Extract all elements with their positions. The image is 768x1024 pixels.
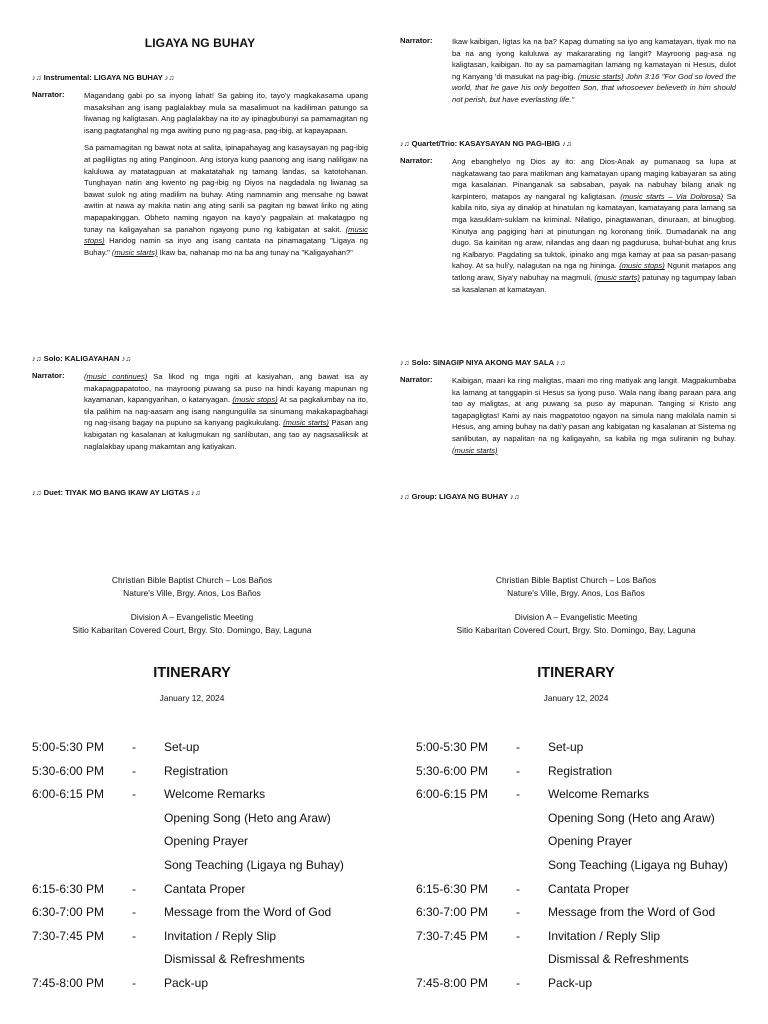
schedule-time: 7:30-7:45 PM <box>416 928 489 943</box>
schedule-row <box>416 811 768 835</box>
music-note-icon: ♪♫ <box>121 354 132 363</box>
music-cue: (music starts) <box>111 247 158 257</box>
schedule-dash: - <box>132 740 136 754</box>
schedule-time: 5:30-6:00 PM <box>416 763 489 778</box>
heading-text: Group: LIGAYA NG BUHAY <box>411 492 508 501</box>
schedule-row <box>416 882 768 906</box>
itinerary-title: ITINERARY <box>153 665 231 681</box>
speaker-label: Narrator: <box>32 90 65 99</box>
schedule-time: 7:30-7:45 PM <box>32 928 105 943</box>
schedule-time: 6:00-6:15 PM <box>416 787 489 802</box>
schedule-row <box>416 976 768 1000</box>
text: Ikaw kaibigan, ligtas ka na ba? Kapag dumating sa iyo ang kamatayan, tiyak mo na ba na ang iyong kaluluwa ay makararating ng langit? Mayroong pag-asa ng kaligtasan, kaibigan. Ito ay sa pamamagitan lamang ng kamatayan ni Hesus, dulot ng Kanyang 'di masukat na pag-ibig. <box>452 37 736 81</box>
church-name: Christian Bible Baptist Church – Los Baños <box>111 575 273 585</box>
speaker-label: Narrator: <box>400 36 433 45</box>
heading-text: Solo: SINAGIP NIYA AKONG MAY SALA <box>411 358 554 367</box>
church-address: Nature's Ville, Brgy. Anos, Los Baños <box>507 588 645 598</box>
music-cue: (music starts) <box>283 418 329 428</box>
schedule-activity: Song Teaching (Ligaya ng Buhay) <box>164 857 344 872</box>
paragraph: Magandang gabi po sa inyong lahat! Sa gabing ito, tayo'y magkakasama upang masaksihan ang isang paglalakbay mula sa masalimuot na kadiliman patungo sa liwanag ng kaligtasan. Ang paglalakbay na ito ay ipinagbubunyi sa pamamagitan ng isang pagtatanghal ng mga awiting puno ng pag-asa, pag-ibig, at kapayapaan. <box>84 91 368 135</box>
schedule-activity: Cantata Proper <box>164 881 246 896</box>
itinerary-date: January 12, 2024 <box>159 693 225 703</box>
schedule-row <box>416 952 768 976</box>
verse-reference: John 3:16 <box>625 71 660 81</box>
speaker-label: Narrator: <box>400 375 433 384</box>
schedule-activity: Registration <box>548 763 613 778</box>
schedule-dash: - <box>516 787 520 802</box>
music-note-icon: ♪♫ <box>562 139 572 148</box>
narrator-block-5 <box>400 375 736 462</box>
narrator-block-3 <box>400 36 736 112</box>
section-heading-solo-kaligayahan <box>32 354 131 363</box>
schedule-dash: - <box>132 881 136 896</box>
schedule-activity: Cantata Proper <box>548 881 630 896</box>
schedule-list <box>416 740 768 1000</box>
schedule-activity: Opening Song (Heto ang Araw) <box>164 810 331 825</box>
paragraph <box>452 156 736 295</box>
schedule-dash: - <box>132 905 136 920</box>
schedule-dash: - <box>132 787 136 802</box>
music-note-icon: ♪♫ <box>555 358 566 367</box>
schedule-dash: - <box>516 763 520 778</box>
music-note-icon: ♪♫ <box>509 492 520 501</box>
schedule-time: 6:15-6:30 PM <box>32 881 105 896</box>
music-note-icon: ♪♫ <box>32 73 42 82</box>
paragraph <box>84 371 368 452</box>
heading-text: Solo: KALIGAYAHAN <box>43 354 120 363</box>
schedule-row <box>32 882 384 906</box>
schedule-time: 5:00-5:30 PM <box>32 740 105 754</box>
script-title: LIGAYA NG BUHAY <box>144 36 256 50</box>
schedule-time: 5:00-5:30 PM <box>416 740 489 754</box>
church-name: Christian Bible Baptist Church – Los Baños <box>495 575 657 585</box>
schedule-time: 5:30-6:00 PM <box>32 763 105 778</box>
schedule-activity: Pack-up <box>164 975 209 990</box>
verse-text: "For God so loved the world, that he gave his only begotten Son, that whosoever believeth in him should not perish, but have everlasting life." <box>452 71 737 104</box>
schedule-activity: Message from the Word of God <box>164 905 332 920</box>
schedule-activity: Message from the Word of God <box>548 905 716 920</box>
church-address: Nature's Ville, Brgy. Anos, Los Baños <box>123 588 261 598</box>
schedule-time: 6:00-6:15 PM <box>32 787 105 802</box>
schedule-activity: Song Teaching (Ligaya ng Buhay) <box>548 857 728 872</box>
heading-text: Duet: TIYAK MO BANG IKAW AY LIGTAS <box>43 488 189 497</box>
schedule-time: 6:30-7:00 PM <box>32 905 105 920</box>
narrator-block-1 <box>32 90 368 264</box>
music-cue: (music starts – Via Dolorosa) <box>620 191 724 201</box>
music-note-icon: ♪♫ <box>400 358 410 367</box>
text: Kaibigan, maari ka ring maligtas, maari mo ring matiyak ang langit. Magpakumbaba ka lamang at tanggapin si Hesus sa iyong puso. Wala nang ibang paraan para ang tao ay maligtas, at ang puwang sa puso ay mapunan. Tanging si Kristo ang tagapagligtas! Kami ay nais magpatotoo ngayon na simula nang makilala namin si Hesus, ang aming buhay na dati'y pasan ang kabigatan ng kasalanan at Sistema ng sanlibutan, ay napalitan na ng kaligayahn, sa kabila ng mga suliranin ng buhay. <box>452 376 736 443</box>
music-note-icon: ♪♫ <box>32 488 42 497</box>
itinerary-date: January 12, 2024 <box>543 693 609 703</box>
schedule-dash: - <box>132 928 136 943</box>
schedule-dash: - <box>516 740 520 754</box>
schedule-row <box>32 976 384 1000</box>
speaker-label: Narrator: <box>400 156 433 165</box>
section-heading-instrumental <box>32 73 174 82</box>
schedule-row <box>32 787 384 811</box>
schedule-activity: Opening Prayer <box>164 834 249 849</box>
schedule-row <box>416 764 768 788</box>
schedule-activity: Set-up <box>548 740 584 754</box>
schedule-dash: - <box>516 905 520 920</box>
schedule-list <box>32 740 384 1000</box>
schedule-dash: - <box>516 928 520 943</box>
schedule-activity: Welcome Remarks <box>164 787 266 802</box>
music-cue: (music continues) <box>84 372 148 381</box>
schedule-activity: Opening Song (Heto ang Araw) <box>548 810 715 825</box>
text: At sa pagkalumbay na ito, tila palihim na nag-aasam ang isang nangungulila sa sinumang makakapagbahagi ng nag-iisang bagay na pupuno sa kanyang pagkukulang. <box>84 395 368 428</box>
text: Ikaw ba, nahanap mo na ba ang tunay na "Kaligayahan?" <box>159 247 353 257</box>
narrator-block-4 <box>400 156 736 301</box>
paragraph <box>452 36 736 106</box>
text: Handog namin sa inyo ang isang cantata na pinamagatang "Ligaya ng Buhay." <box>84 236 368 257</box>
schedule-row <box>416 905 768 929</box>
paragraph <box>452 375 736 456</box>
text: Pasan ang kabigatan ng kasalanan at kalugmukan ng sanlibutan, ang tao ay nagsasaliksik at naglalakbay upang makamtan ang katiyakan. <box>84 418 368 451</box>
schedule-row <box>32 740 384 764</box>
section-heading-group <box>400 492 519 501</box>
venue-label: Sitio Kabaritan Covered Court, Brgy. Sto. Domingo, Bay, Laguna <box>72 625 312 635</box>
speaker-label: Narrator: <box>32 371 65 380</box>
schedule-row <box>32 929 384 953</box>
heading-text: Instrumental: LIGAYA NG BUHAY <box>43 73 163 82</box>
schedule-activity: Pack-up <box>548 975 593 990</box>
schedule-row <box>416 834 768 858</box>
music-note-icon: ♪♫ <box>164 73 175 82</box>
music-cue: (music starts) <box>577 71 624 81</box>
schedule-time: 7:45-8:00 PM <box>32 975 105 990</box>
itinerary-title: ITINERARY <box>537 665 615 681</box>
schedule-activity: Set-up <box>164 740 200 754</box>
schedule-row <box>416 787 768 811</box>
music-note-icon: ♪♫ <box>400 492 410 501</box>
schedule-time: 6:30-7:00 PM <box>416 905 489 920</box>
text: Ngunit matapos ang tatlong araw, Siya'y nabuhay na magmuli, <box>452 261 736 282</box>
heading-text: Quartet/Trio: KASAYSAYAN NG PAG-IBIG <box>411 139 561 148</box>
music-cue: (music stops) <box>619 261 665 271</box>
schedule-activity: Dismissal & Refreshments <box>164 952 305 967</box>
text: Sa pamamagitan ng bawat nota at salita, ipinapahayag ang kasaysayan ng pag-ibig at pagliligtas ng ating Panginoon. Ang istorya kung paanong ang isang naliligaw na kaluluwa ay matatagpuan at makatatahak ng tamang landas, sa katotohanan. Tunghayan natin ang kwento ng pag-ibig ng Diyos na nagdadala ng liwanag sa bawat sulok ng ating madilim na buhay. Ating namnamin ang mensahe ng bawat awitin at nawa ay makita natin ang ating sarili sa pagitan ng bawat liriko ng ating mapapakinggan. Obheto naming ngayon na kayo'y pagpalain at makatagpo ng tunay na kaligayahan sa panahon ngayong puno ng kabigatan at sakit. <box>84 143 368 234</box>
text: Ang ebanghelyo ng Dios ay ito: ang Dios-Anak ay pumanaog sa lupa at nagkatawang tao para matikman ang kamatayan upang maging kabayaran sa ating mga kasalanan. Pinanganak sa sabsaban, payak na nabuhay bilang anak ng karpintero, matapos ay nangaral ng kaligtasan. <box>452 157 736 201</box>
schedule-row <box>32 905 384 929</box>
text: Sa likod ng mga ngiti at kasiyahan, ang bawat isa ay makapagpapatotoo, na mayroong puwang sa puso na hindi kayang mapunan ng kayamanan, kapangyarihan, o katanyagan. <box>84 372 368 405</box>
schedule-row <box>32 858 384 882</box>
schedule-activity: Opening Prayer <box>548 834 633 849</box>
schedule-activity: Invitation / Reply Slip <box>164 928 277 943</box>
itinerary-flyer-right <box>384 574 768 990</box>
section-heading-solo-sinagip <box>400 358 565 367</box>
paragraph <box>84 142 368 258</box>
music-cue: (music stops) <box>232 395 278 405</box>
music-note-icon: ♪♫ <box>32 354 42 363</box>
itinerary-flyer-left <box>0 574 384 990</box>
music-note-icon: ♪♫ <box>191 488 201 497</box>
schedule-time: 7:45-8:00 PM <box>416 975 489 990</box>
text: patunay ng tagumpay laban sa kasalanan at kamatayan. <box>452 272 737 294</box>
schedule-activity: Welcome Remarks <box>548 787 650 802</box>
narrator-block-2 <box>32 371 368 458</box>
division-label: Division A – Evangelistic Meeting <box>514 612 638 622</box>
schedule-row <box>32 764 384 788</box>
schedule-row <box>416 929 768 953</box>
section-heading-duet <box>32 488 201 497</box>
music-cue: (music starts) <box>594 272 640 282</box>
venue-label: Sitio Kabaritan Covered Court, Brgy. Sto. Domingo, Bay, Laguna <box>456 625 696 635</box>
schedule-row <box>416 740 768 764</box>
schedule-activity: Registration <box>164 763 229 778</box>
schedule-dash: - <box>516 975 520 990</box>
schedule-dash: - <box>132 763 136 778</box>
schedule-time: 6:15-6:30 PM <box>416 881 489 896</box>
schedule-dash: - <box>132 975 136 990</box>
schedule-row <box>32 952 384 976</box>
division-label: Division A – Evangelistic Meeting <box>130 612 254 622</box>
music-note-icon: ♪♫ <box>400 139 410 148</box>
schedule-dash: - <box>516 881 520 896</box>
schedule-row <box>32 834 384 858</box>
text: Sa kabila nito, siya ay dinakip at hinatulan ng kamatayan, kamatayang para lamang sa mga kasuklam-suklam na kriminal. Nilatigo, pinagtawanan, dinuraan, at binugbog. Kinutya ang pagiging hari at pinutungan ng koronang tinik. Dumadanak na ang dugo. Sa kainitan ng araw, nilandas ang daan ng pagdurusa, buhat-buhat ang krus ng Kalbaryo. Pagdating sa tuktok, ipinako ang mga kamay at paa sa pasan-pasang kahoy. At sa huli'y, nalagutan na nga ng hininga. <box>452 191 736 271</box>
schedule-activity: Dismissal & Refreshments <box>548 952 689 967</box>
music-cue: (music stops) <box>84 224 368 246</box>
section-heading-quartet <box>400 139 572 148</box>
schedule-row <box>416 858 768 882</box>
music-cue: (music starts) <box>452 445 498 455</box>
schedule-activity: Invitation / Reply Slip <box>548 928 661 943</box>
schedule-row <box>32 811 384 835</box>
